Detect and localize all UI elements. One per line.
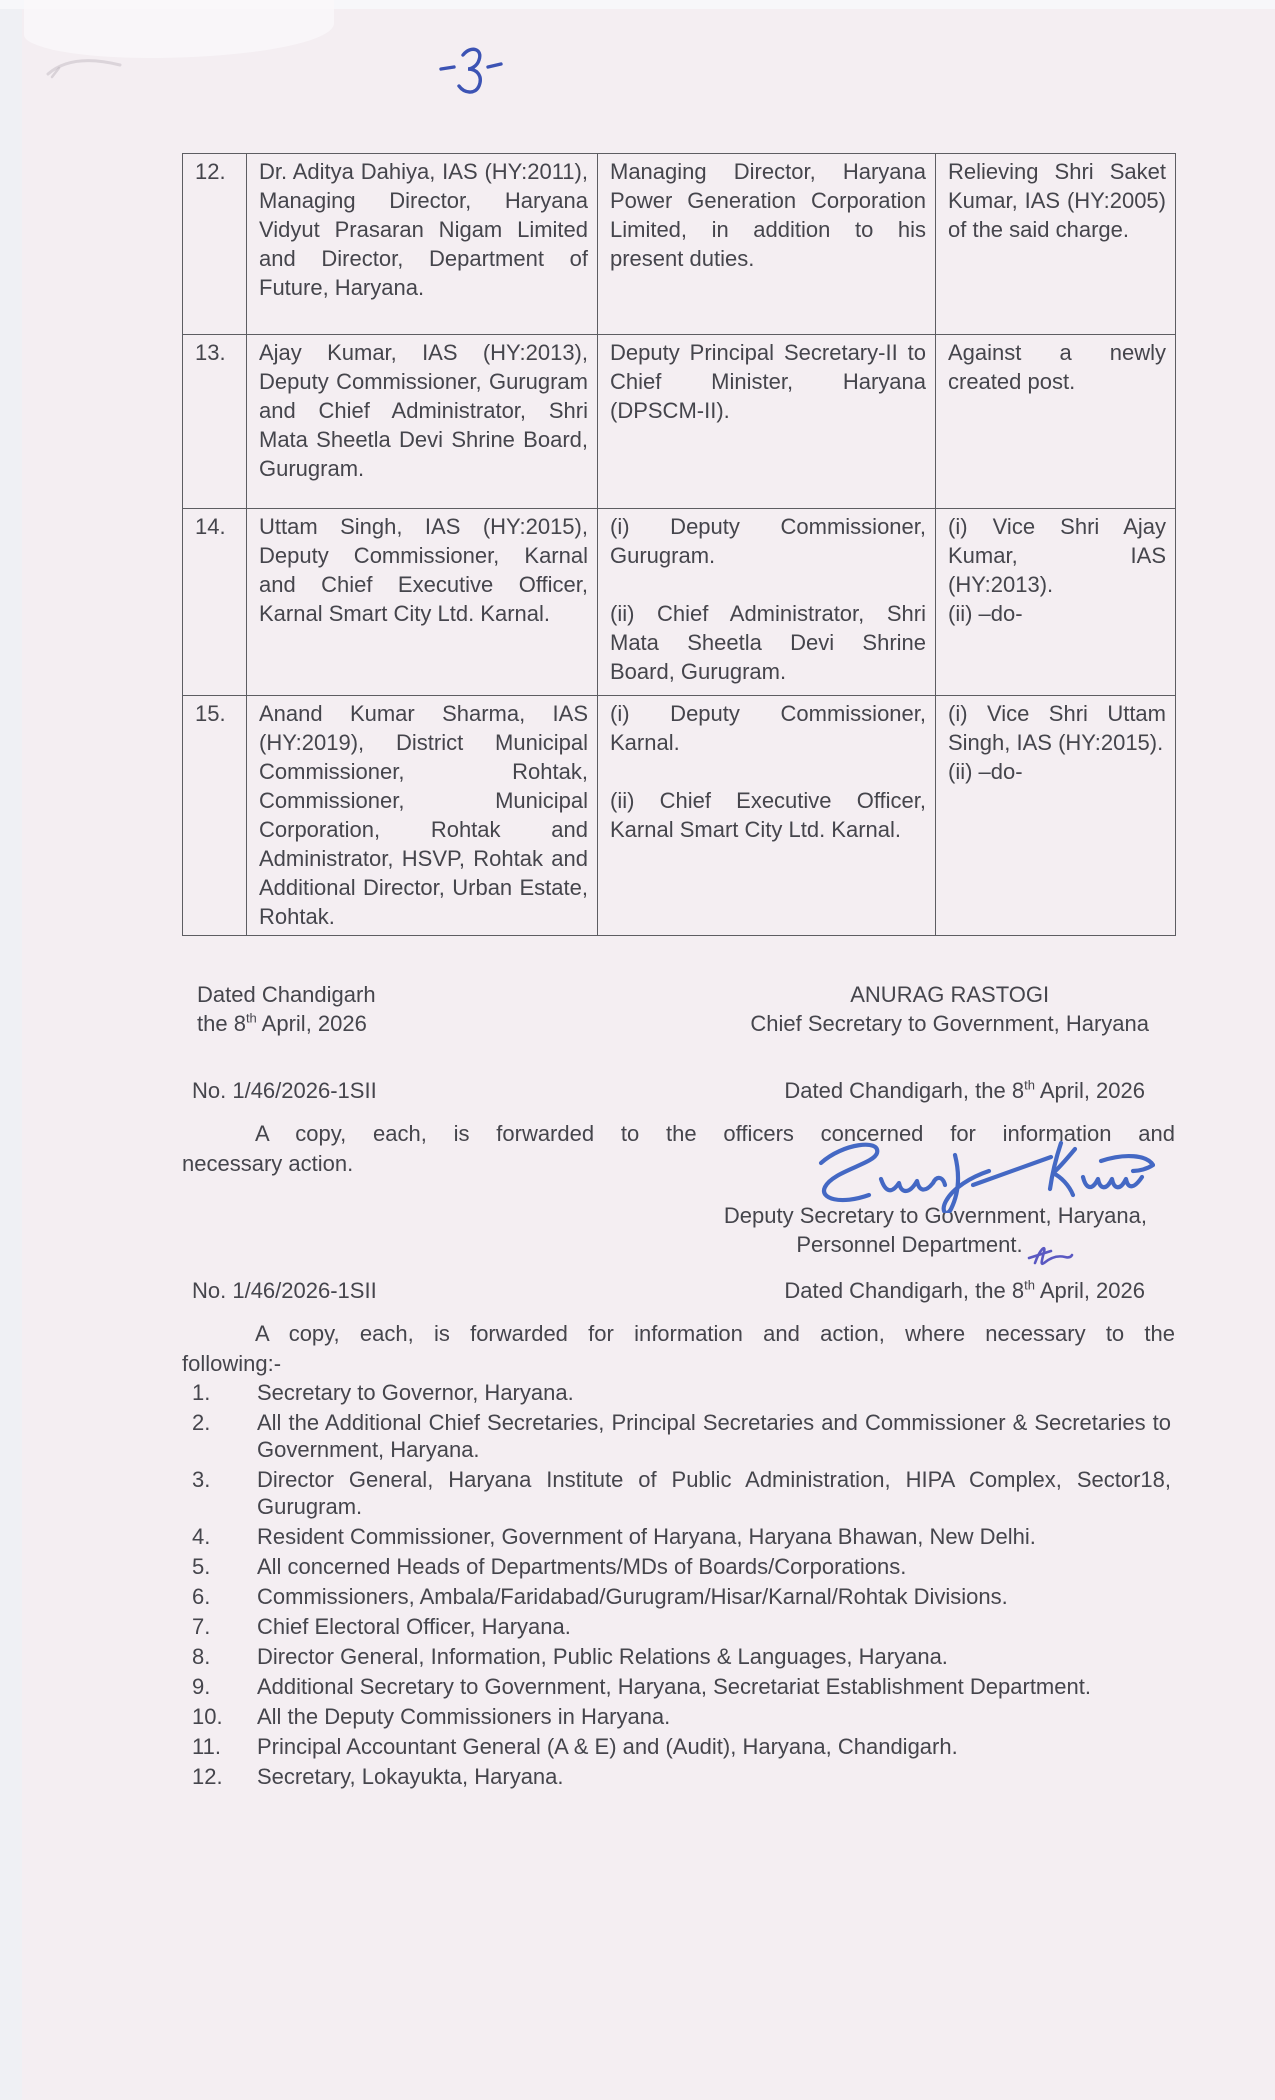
- distribution-list: [182, 1379, 1175, 1790]
- recipient-text: All concerned Heads of Departments/MDs of Boards/Corporations.: [257, 1554, 907, 1580]
- recipient-item: [192, 1613, 1175, 1640]
- transfer-orders-table: [182, 153, 1176, 936]
- serial-cell: [183, 154, 247, 335]
- scan-edge-left: [0, 0, 22, 2100]
- cell-paragraph: [610, 570, 926, 599]
- recipient-text: Additional Secretary to Government, Haryana, Secretariat Establishment Department.: [257, 1674, 1091, 1700]
- cell-paragraph: 15.: [195, 701, 226, 726]
- transfer-table-body: [183, 154, 1176, 936]
- endorsement1-body-line1: A copy, each, is forwarded to the officers concerned for information and: [255, 1121, 1175, 1146]
- table-row: [183, 154, 1176, 335]
- deputy-secretary-line1: Deputy Secretary to Government, Haryana,: [723, 1203, 1147, 1228]
- recipient-number: 11.: [192, 1734, 221, 1760]
- table-row: [183, 335, 1176, 509]
- remarks-cell: [936, 335, 1176, 509]
- recipient-number: 4.: [192, 1524, 211, 1550]
- deputy-secretary-block: [724, 1201, 1147, 1260]
- document-content: [182, 153, 1175, 1793]
- recipient-item: [192, 1523, 1175, 1550]
- cell-paragraph: (i) Vice Shri Uttam Singh, IAS (HY:2015).: [948, 701, 1166, 755]
- recipient-text: Principal Accountant General (A & E) and (Audit), Haryana, Chandigarh.: [257, 1734, 958, 1760]
- officer-cell: [247, 509, 598, 696]
- serial-cell: [183, 509, 247, 696]
- cell-paragraph: 14.: [195, 514, 226, 539]
- recipient-item: [192, 1583, 1175, 1610]
- cell-paragraph: Relieving Shri Saket Kumar, IAS (HY:2005) of the said charge.: [948, 159, 1166, 242]
- cell-paragraph: Uttam Singh, IAS (HY:2015), Deputy Commissioner, Karnal and Chief Executive Officer, Karnal Smart City Ltd. Karnal.: [259, 514, 588, 626]
- handwritten-signature: [803, 1137, 1155, 1213]
- cell-paragraph: (ii) Chief Administrator, Shri Mata Sheetla Devi Shrine Board, Gurugram.: [610, 601, 926, 684]
- cell-paragraph: (i) Deputy Commissioner, Karnal.: [610, 701, 926, 755]
- pencil-smudge-mark: [42, 50, 132, 84]
- recipient-item: [192, 1763, 1175, 1790]
- deputy-secretary-line2: Personnel Department.: [724, 1230, 1147, 1260]
- cell-paragraph: Dr. Aditya Dahiya, IAS (HY:2011), Managing Director, Haryana Vidyut Prasaran Nigam Limited and Director, Department of Future, Haryana.: [259, 159, 588, 300]
- officer-cell: [247, 154, 598, 335]
- recipient-text: All the Additional Chief Secretaries, Principal Secretaries and Commissioner & Secretaries to Government, Haryana.: [257, 1410, 1171, 1463]
- handwritten-initials: [1025, 1241, 1075, 1269]
- endorsement2-body: [182, 1319, 1175, 1379]
- signoff-place-date: [197, 980, 376, 1038]
- table-row: [183, 509, 1176, 696]
- table-row: [183, 696, 1176, 936]
- recipient-text: Secretary, Lokayukta, Haryana.: [257, 1764, 564, 1790]
- posting-cell: [598, 335, 936, 509]
- recipient-text: Commissioners, Ambala/Faridabad/Gurugram/Hisar/Karnal/Rohtak Divisions.: [257, 1584, 1008, 1610]
- recipient-item: [192, 1409, 1175, 1463]
- endorsement2-date: Dated Chandigarh, the 8th April, 2026: [784, 1277, 1145, 1304]
- recipient-number: 12.: [192, 1764, 223, 1790]
- cell-paragraph: Deputy Principal Secretary-II to Chief Minister, Haryana (DPSCM-II).: [610, 340, 926, 423]
- recipient-item: [192, 1643, 1175, 1670]
- recipient-number: 8.: [192, 1644, 211, 1670]
- cell-paragraph: Ajay Kumar, IAS (HY:2013), Deputy Commissioner, Gurugram and Chief Administrator, Shri Mata Sheetla Devi Shrine Board, Gurugram.: [259, 340, 588, 481]
- date-superscript: th: [1024, 1277, 1035, 1293]
- chief-secretary-block: [750, 980, 1149, 1038]
- recipient-text: Secretary to Governor, Haryana.: [257, 1380, 574, 1406]
- officer-cell: [247, 335, 598, 509]
- remarks-cell: [936, 509, 1176, 696]
- recipient-item: [192, 1673, 1175, 1700]
- recipient-number: 3.: [192, 1467, 211, 1493]
- recipient-item: [192, 1379, 1175, 1406]
- recipient-number: 7.: [192, 1614, 211, 1640]
- cell-paragraph: (ii) –do-: [948, 601, 1023, 626]
- endorsement2-ref-row: [182, 1276, 1175, 1305]
- recipient-number: 6.: [192, 1584, 211, 1610]
- recipient-text: Director General, Haryana Institute of Public Administration, HIPA Complex, Sector18, Gurugram.: [257, 1467, 1171, 1520]
- chief-secretary-title: Chief Secretary to Government, Haryana: [750, 1011, 1149, 1036]
- recipient-number: 5.: [192, 1554, 211, 1580]
- recipient-number: 9.: [192, 1674, 211, 1700]
- officer-cell: [247, 696, 598, 936]
- chief-secretary-name: ANURAG RASTOGI: [850, 982, 1050, 1007]
- date-superscript: th: [245, 1010, 257, 1026]
- recipient-text: Resident Commissioner, Government of Haryana, Haryana Bhawan, New Delhi.: [257, 1524, 1036, 1550]
- recipient-number: 10.: [192, 1704, 223, 1730]
- remarks-cell: [936, 696, 1176, 936]
- handwritten-page-number: [438, 42, 504, 98]
- signoff-block: [182, 980, 1175, 1038]
- endorsement1-ref-row: [182, 1076, 1175, 1105]
- cell-paragraph: (i) Vice Shri Ajay Kumar, IAS (HY:2013).: [948, 514, 1166, 597]
- posting-cell: [598, 696, 936, 936]
- recipient-number: 1.: [192, 1380, 211, 1406]
- endorsement2-body-line1: A copy, each, is forwarded for information and action, where necessary to the: [255, 1321, 1175, 1347]
- endorsement1-date: Dated Chandigarh, the 8th April, 2026: [784, 1077, 1145, 1103]
- recipient-item: [192, 1703, 1175, 1730]
- cell-paragraph: 12.: [195, 159, 226, 184]
- serial-cell: [183, 335, 247, 509]
- cell-paragraph: Anand Kumar Sharma, IAS (HY:2019), District Municipal Commissioner, Rohtak, Commissioner, Municipal Corporation, Rohtak and Administrator, HSVP, Rohtak and Additional Director, Urban Estate, Rohtak.: [259, 701, 588, 929]
- remarks-cell: [936, 154, 1176, 335]
- cell-paragraph: Against a newly created post.: [948, 340, 1166, 394]
- endorsement1-body-line2: necessary action.: [182, 1151, 354, 1176]
- cell-paragraph: [610, 757, 926, 786]
- posting-cell: [598, 509, 936, 696]
- recipient-item: [192, 1466, 1175, 1520]
- serial-cell: [183, 696, 247, 936]
- cell-paragraph: 13.: [195, 340, 226, 365]
- posting-cell: [598, 154, 936, 335]
- recipient-text: Chief Electoral Officer, Haryana.: [257, 1614, 571, 1640]
- signoff-place: Dated Chandigarh: [197, 982, 376, 1007]
- endorsement2-body-line2: following:-: [182, 1351, 282, 1377]
- recipient-item: [192, 1553, 1175, 1580]
- recipient-number: 2.: [192, 1410, 211, 1436]
- endorsement1-ref-number: No. 1/46/2026-1SII: [192, 1078, 377, 1103]
- cell-paragraph: (i) Deputy Commissioner, Gurugram.: [610, 514, 926, 568]
- date-superscript: th: [1024, 1077, 1035, 1093]
- recipient-text: Director General, Information, Public Relations & Languages, Haryana.: [257, 1644, 948, 1670]
- recipient-text: All the Deputy Commissioners in Haryana.: [257, 1704, 671, 1730]
- signoff-date: the 8th April, 2026: [197, 1010, 367, 1036]
- cell-paragraph: (ii) –do-: [948, 759, 1023, 784]
- recipient-item: [192, 1733, 1175, 1760]
- cell-paragraph: Managing Director, Haryana Power Generation Corporation Limited, in addition to his present duties.: [610, 159, 926, 271]
- endorsement2-ref-number: No. 1/46/2026-1SII: [192, 1278, 377, 1304]
- cell-paragraph: (ii) Chief Executive Officer, Karnal Smart City Ltd. Karnal.: [610, 788, 926, 842]
